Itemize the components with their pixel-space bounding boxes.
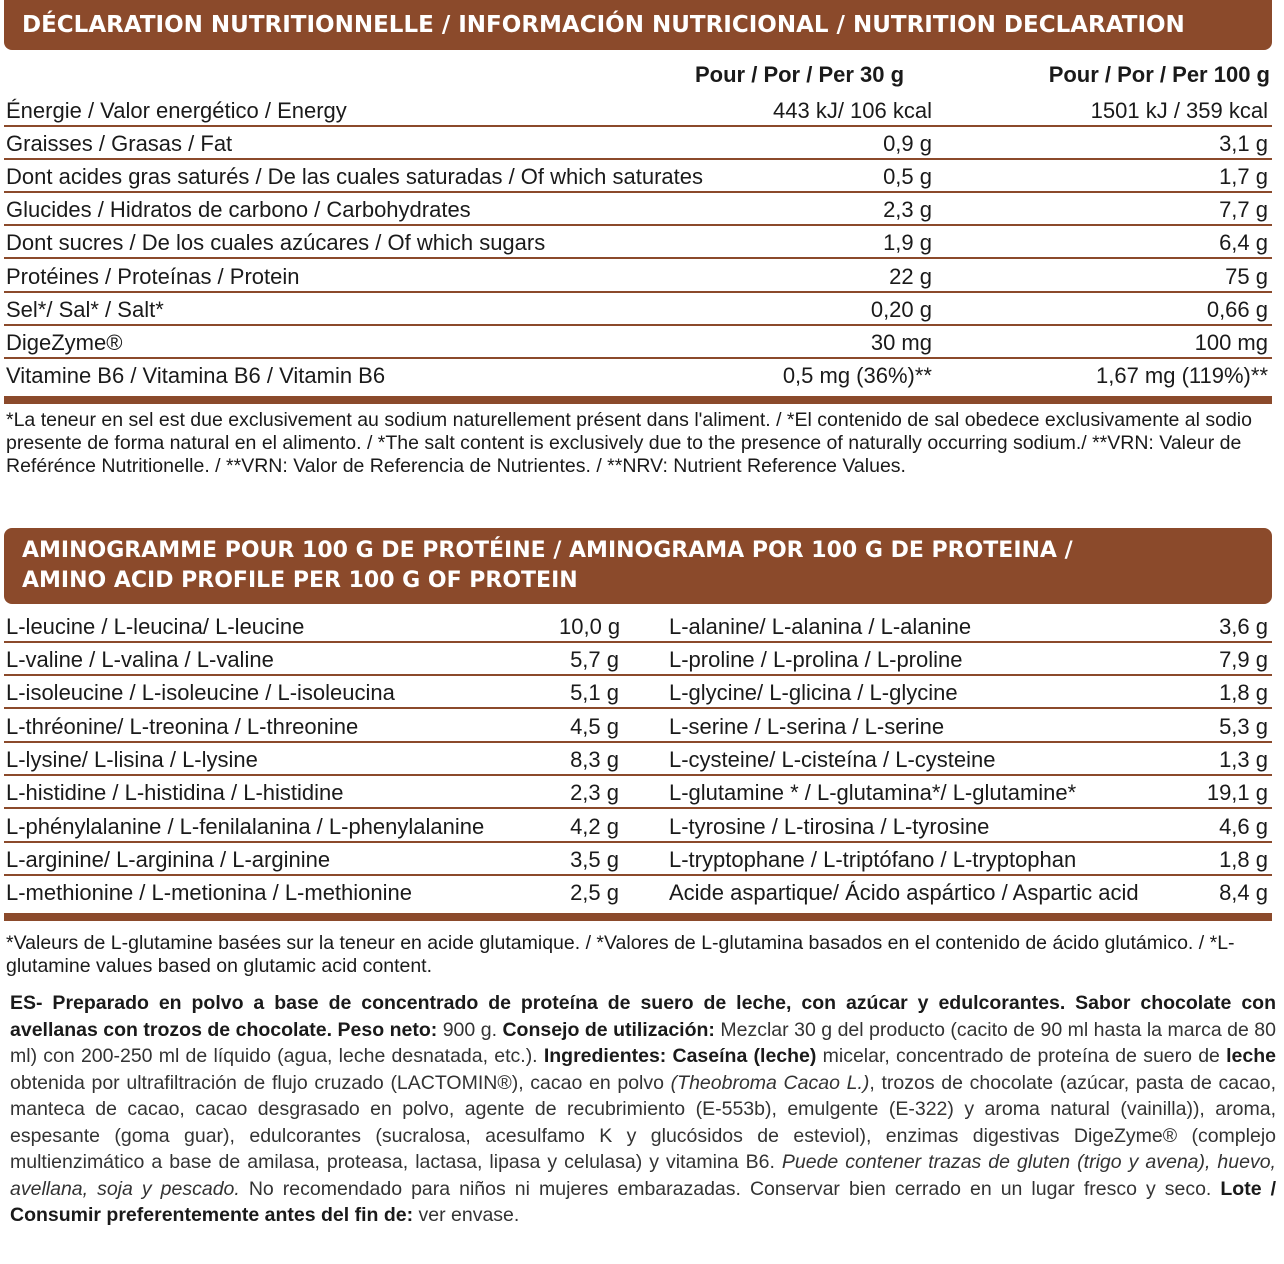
- amino-row: [4, 843, 1272, 876]
- amino-label: L-leucine / L-leucina/ L-leucine: [6, 614, 305, 639]
- nutrition-row: [4, 226, 1272, 259]
- value-per-30g: 0,20 g: [870, 297, 932, 322]
- nutrition-title: DÉCLARATION NUTRITIONNELLE / INFORMACIÓN NUTRICIONAL / NUTRITION DECLARATION: [22, 12, 1185, 38]
- amino-label: L-histidine / L-histidina / L-histidine: [6, 780, 344, 805]
- value-per-100g: 7,7 g: [1219, 197, 1268, 222]
- amino-value: 1,8 g: [1219, 847, 1268, 872]
- es-text-part: leche: [1226, 1045, 1277, 1067]
- value-per-30g: 30 mg: [870, 330, 932, 355]
- divider: [4, 396, 1272, 404]
- amino-title-line1: AMINOGRAMME POUR 100 G DE PROTÉINE / AMINOGRAMA POR 100 G DE PROTEINA /: [22, 538, 1073, 563]
- nutrient-label: Dont acides gras saturés / De las cuales saturadas / Of which saturates: [6, 164, 703, 189]
- amino-label: L-glutamine * / L-glutamina*/ L-glutamine*: [669, 780, 1077, 805]
- nutrition-row: [4, 260, 1272, 293]
- amino-label: L-cysteine/ L-cisteína / L-cysteine: [669, 747, 996, 772]
- amino-row: [4, 610, 1272, 643]
- amino-value: 10,0 g: [559, 614, 621, 639]
- nutrient-label: Énergie / Valor energético / Energy: [6, 98, 347, 123]
- amino-label: L-serine / L-serina / L-serine: [669, 714, 945, 739]
- amino-value: 5,3 g: [1219, 714, 1268, 739]
- amino-row: [4, 810, 1272, 843]
- nutrition-title-band: [4, 0, 1272, 50]
- amino-row: [4, 876, 1272, 909]
- es-text-part: ES- Preparado en polvo a base de concentrado de proteína de suero de leche, con azúcar y edulcorantes. Sabor chocolate con avellanas con trozos de chocolate. Peso neto:: [10, 992, 1276, 1041]
- amino-value: 1,8 g: [1219, 680, 1268, 705]
- nutrient-label: Graisses / Grasas / Fat: [6, 131, 233, 156]
- value-per-100g: 6,4 g: [1219, 230, 1268, 255]
- es-text-part: Puede contener trazas de gluten (trigo y avena), huevo, avellana, soja y pescado.: [10, 1151, 1276, 1200]
- nutrition-footnote: *La teneur en sel est due exclusivement au sodium naturellement présent dans l'aliment. / *El contenido de sal obedece exclusivamente al sodio presente de forma natural en el alimento. / *The salt content is exclusively due to the presence of naturally occurring sodium./ **VRN: Valeur de Reférénce Nutritionelle. / **VRN: Valor de Referencia de Nutrientes. / **NRV: Nutrient Reference Values.: [6, 409, 1252, 477]
- amino-label: L-lysine/ L-lisina / L-lysine: [6, 747, 258, 772]
- value-per-100g: 75 g: [1225, 264, 1268, 289]
- amino-value: 4,6 g: [1219, 814, 1268, 839]
- nutrient-label: Vitamine B6 / Vitamina B6 / Vitamin B6: [6, 363, 386, 388]
- amino-value: 19,1 g: [1206, 780, 1268, 805]
- es-text-part: Mezclar 30 g del producto (cacito de 90 ml hasta la marca de 80 ml) con 200-250 ml de líquido (agua, leche desnatada, etc.).: [10, 1018, 1276, 1067]
- value-per-100g: 1,67 mg (119%)**: [1095, 363, 1268, 388]
- nutrition-row: [4, 359, 1272, 392]
- amino-footnote: *Valeurs de L-glutamine basées sur la teneur en acide glutamique. / *Valores de L-glutamina basados en el contenido de ácido glutámico. / *L-glutamine values based on glutamic acid content.: [6, 932, 1235, 977]
- amino-value: 8,3 g: [570, 747, 619, 772]
- value-per-30g: 0,9 g: [883, 131, 932, 156]
- amino-label: L-tryptophane / L-triptófano / L-tryptophan: [669, 847, 1077, 872]
- nutrition-row: [4, 193, 1272, 226]
- amino-value: 4,2 g: [570, 814, 619, 839]
- es-text-part: , trozos de chocolate (azúcar, pasta de cacao, manteca de cacao, cacao desgrasado en polvo, agente de recubrimiento (E-553b), emulgente (E-322) y aroma natural (vainilla)), aroma, espesante (goma guar), edulcorantes (sucralosa, acesulfamo K y glucósidos de esteviol), enzimas digestivas DigeZyme® (complejo multienzimático a base de amilasa, proteasa, lactasa, lipasa y celulasa) y vitamina B6.: [10, 1071, 1276, 1173]
- es-text-part: micelar, concentrado de proteína de suero de: [816, 1045, 1227, 1067]
- es-text-part: ver envase.: [413, 1204, 520, 1226]
- amino-label: L-glycine/ L-glicina / L-glycine: [669, 680, 958, 705]
- es-text-part: No recomendado para niños ni mujeres embarazadas. Conservar bien cerrado en un lugar fresco y seco.: [239, 1177, 1221, 1200]
- amino-value: 2,3 g: [570, 780, 619, 805]
- nutrition-row: [4, 127, 1272, 160]
- value-per-30g: 443 kJ/ 106 kcal: [773, 98, 932, 123]
- nutrition-row: [4, 160, 1272, 193]
- value-per-100g: 3,1 g: [1219, 131, 1268, 156]
- nutrient-label: DigeZyme®: [6, 330, 123, 355]
- amino-row: [4, 743, 1272, 776]
- nutrient-label: Glucides / Hidratos de carbono / Carbohydrates: [6, 197, 471, 222]
- amino-row: [4, 776, 1272, 809]
- column-header-per-100g: Pour / Por / Per 100 g: [1048, 62, 1270, 87]
- value-per-30g: 0,5 g: [883, 164, 932, 189]
- amino-label: L-valine / L-valina / L-valine: [6, 647, 274, 672]
- value-per-100g: 0,66 g: [1206, 297, 1268, 322]
- amino-value: 3,5 g: [570, 847, 619, 872]
- amino-label: L-tyrosine / L-tirosina / L-tyrosine: [669, 814, 990, 839]
- amino-label: Acide aspartique/ Ácido aspártico / Aspartic acid: [669, 880, 1139, 905]
- nutrient-label: Protéines / Proteínas / Protein: [6, 264, 300, 289]
- amino-title-line2: AMINO ACID PROFILE PER 100 G OF PROTEIN: [22, 568, 578, 593]
- es-text-part: obtenida por ultrafiltración de flujo cruzado (LACTOMIN®), cacao en polvo: [10, 1071, 671, 1094]
- amino-value: 5,7 g: [570, 647, 619, 672]
- value-per-30g: 2,3 g: [883, 197, 932, 222]
- amino-value: 1,3 g: [1219, 747, 1268, 772]
- value-per-100g: 100 mg: [1194, 330, 1268, 355]
- amino-label: L-alanine/ L-alanina / L-alanine: [669, 614, 972, 639]
- amino-label: L-proline / L-prolina / L-proline: [669, 647, 963, 672]
- es-text-part: 900 g.: [437, 1018, 503, 1041]
- spanish-product-description: [10, 990, 1276, 1229]
- amino-label: L-isoleucine / L-isoleucine / L-isoleucina: [6, 680, 395, 705]
- divider: [4, 913, 1272, 921]
- amino-row: [4, 676, 1272, 709]
- nutrient-label: Dont sucres / De los cuales azúcares / Of which sugars: [6, 230, 546, 255]
- amino-label: L-thréonine/ L-treonina / L-threonine: [6, 714, 359, 739]
- amino-value: 7,9 g: [1219, 647, 1268, 672]
- value-per-30g: 22 g: [889, 264, 932, 289]
- value-per-100g: 1501 kJ / 359 kcal: [1090, 98, 1268, 123]
- value-per-30g: 1,9 g: [883, 230, 932, 255]
- nutrient-label: Sel*/ Sal* / Salt*: [6, 297, 164, 322]
- es-text-part: (Theobroma Cacao L.): [670, 1071, 870, 1094]
- nutrition-row: [4, 293, 1272, 326]
- value-per-100g: 1,7 g: [1219, 164, 1268, 189]
- amino-label: L-arginine/ L-arginina / L-arginine: [6, 847, 331, 872]
- nutrition-row: [4, 94, 1272, 127]
- amino-value: 2,5 g: [570, 880, 619, 905]
- amino-value: 5,1 g: [570, 680, 619, 705]
- amino-value: 3,6 g: [1219, 614, 1268, 639]
- nutrition-row: [4, 326, 1272, 359]
- amino-row: [4, 643, 1272, 676]
- amino-label: L-methionine / L-metionina / L-methionine: [6, 880, 413, 905]
- es-text-part: Ingredientes: Caseína (leche): [543, 1045, 817, 1067]
- amino-value: 8,4 g: [1219, 880, 1268, 905]
- value-per-30g: 0,5 mg (36%)**: [782, 363, 932, 388]
- es-text-part: Lote / Consumir preferentemente antes del fin de:: [10, 1177, 1276, 1226]
- amino-title-band: [4, 528, 1272, 604]
- amino-row: [4, 710, 1272, 743]
- es-text-part: Consejo de utilización:: [502, 1018, 715, 1041]
- amino-value: 4,5 g: [570, 714, 619, 739]
- amino-label: L-phénylalanine / L-fenilalanina / L-phenylalanine: [6, 814, 485, 839]
- column-header-per-30g: Pour / Por / Per 30 g: [695, 62, 905, 87]
